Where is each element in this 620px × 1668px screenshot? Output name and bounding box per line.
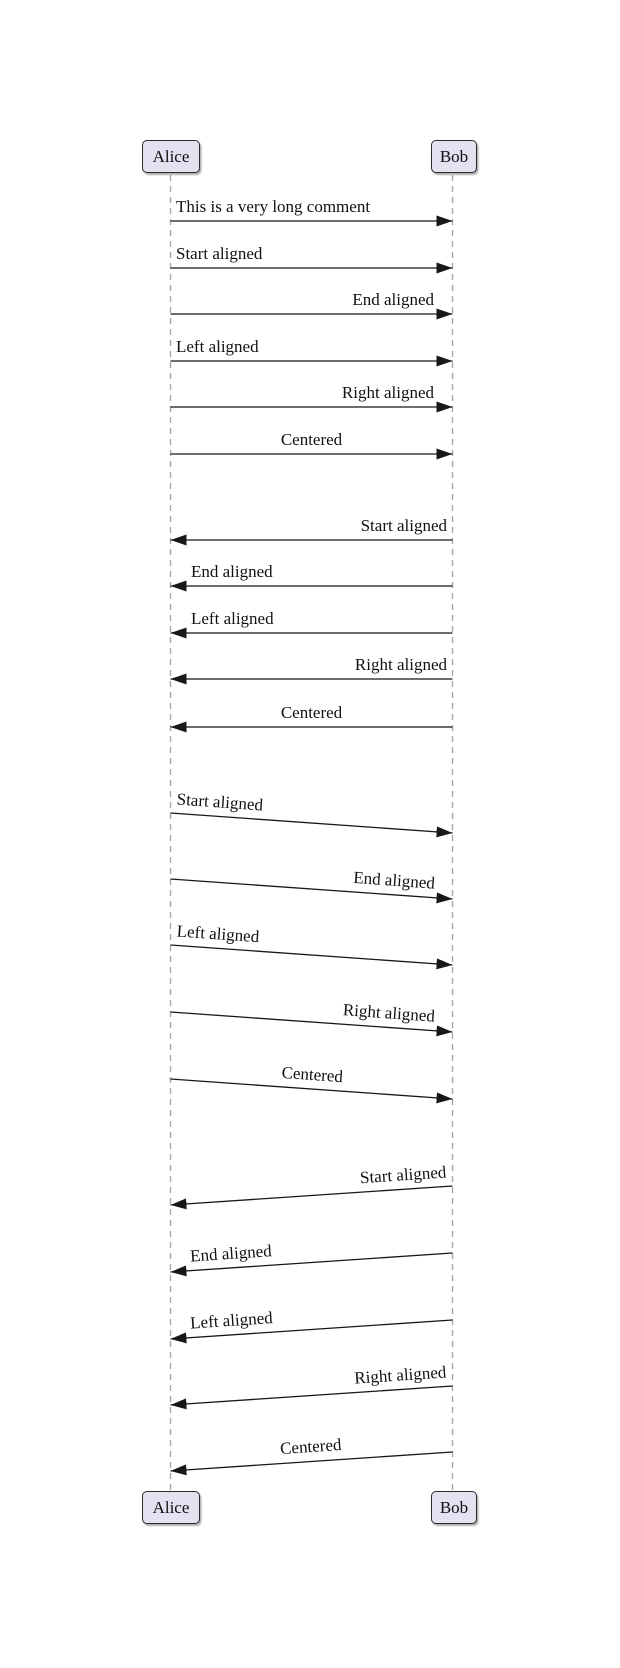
message-label: Right aligned	[341, 383, 434, 402]
message-label: Left aligned	[189, 1308, 274, 1333]
message-label: This is a very long comment	[176, 197, 371, 216]
participant-label: Alice	[152, 1497, 190, 1517]
message-label: Centered	[279, 1434, 342, 1459]
message-label: Right aligned	[354, 655, 447, 674]
message-label: End aligned	[189, 1241, 273, 1266]
message-label: Left aligned	[191, 609, 274, 628]
message-label: Start aligned	[360, 516, 447, 535]
participant-bob-top	[431, 140, 477, 173]
participant-alice-bottom	[142, 1491, 200, 1524]
message-label: Left aligned	[176, 337, 259, 356]
message-label: Start aligned	[176, 789, 264, 815]
participant-alice-top	[142, 140, 200, 173]
message-label: End aligned	[352, 867, 436, 893]
message-label: Right aligned	[342, 1000, 436, 1026]
message-label: Left aligned	[176, 921, 260, 947]
message-label: Centered	[281, 1062, 344, 1087]
message-label: End aligned	[191, 562, 273, 581]
message-label: End aligned	[352, 290, 434, 309]
message-label: Start aligned	[359, 1162, 447, 1188]
participant-bob-bottom	[431, 1491, 477, 1524]
message-label: Right aligned	[353, 1362, 447, 1388]
message-label: Centered	[280, 430, 343, 449]
message-label: Start aligned	[176, 244, 263, 263]
participant-label: Bob	[439, 1497, 469, 1517]
participant-label: Bob	[439, 146, 469, 166]
participant-label: Alice	[152, 146, 190, 166]
message-label: Centered	[280, 703, 343, 722]
